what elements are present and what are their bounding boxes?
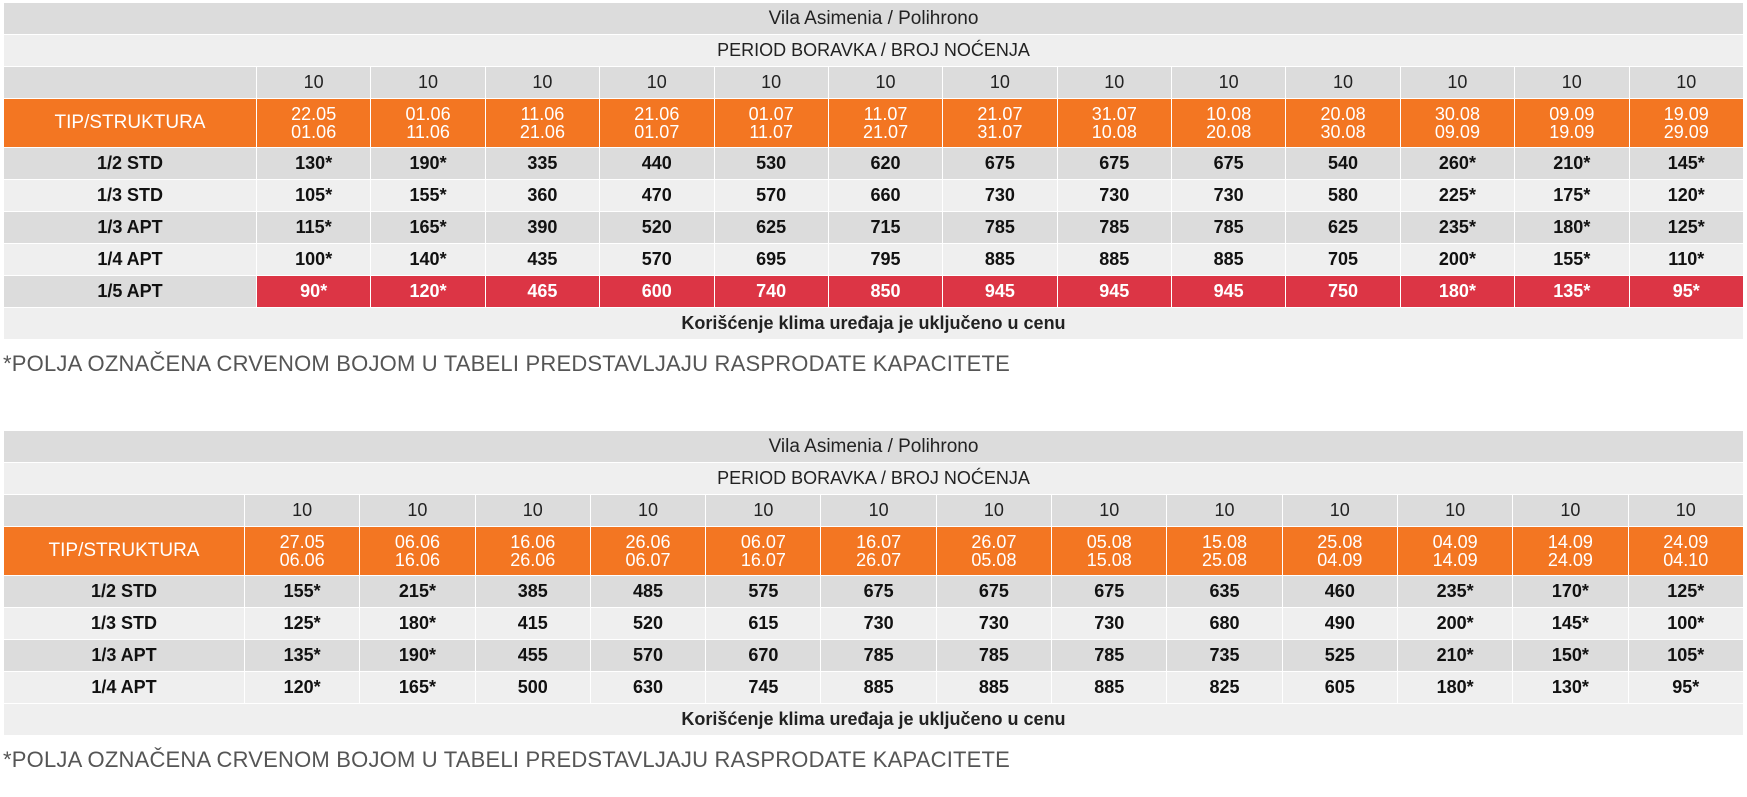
price-cell: 730 xyxy=(1052,608,1167,640)
price-cell: 785 xyxy=(936,640,1051,672)
period-to: 29.09 xyxy=(1663,122,1709,142)
period-dates xyxy=(1167,527,1282,576)
period-dates xyxy=(475,527,590,576)
price-cell: 885 xyxy=(1052,672,1167,704)
period-dates xyxy=(1057,99,1171,148)
table-row xyxy=(4,640,1744,672)
period-dates xyxy=(1515,99,1629,148)
price-cell: 170* xyxy=(1513,576,1628,608)
table-row xyxy=(4,276,1744,308)
price-cell-sold-out: 180* xyxy=(1400,276,1514,308)
period-to: 11.07 xyxy=(749,122,794,142)
price-cell: 225* xyxy=(1400,180,1514,212)
nights-count: 10 xyxy=(1167,495,1282,527)
price-cell: 105* xyxy=(1628,640,1743,672)
price-cell-sold-out: 120* xyxy=(371,276,485,308)
price-cell: 745 xyxy=(706,672,821,704)
price-cell-sold-out: 945 xyxy=(1057,276,1171,308)
period-to: 04.09 xyxy=(1317,550,1363,570)
period-to: 15.08 xyxy=(1086,550,1132,570)
price-cell: 500 xyxy=(475,672,590,704)
type-header: TIP/STRUKTURA xyxy=(4,527,245,576)
price-cell: 235* xyxy=(1400,212,1514,244)
price-cell: 455 xyxy=(475,640,590,672)
price-cell: 385 xyxy=(475,576,590,608)
room-type: 1/3 STD xyxy=(4,180,257,212)
price-cell-sold-out: 465 xyxy=(485,276,599,308)
room-type: 1/2 STD xyxy=(4,576,245,608)
nights-count: 10 xyxy=(1286,67,1400,99)
price-cell: 440 xyxy=(600,148,714,180)
price-cell: 145* xyxy=(1629,148,1744,180)
period-dates xyxy=(1628,527,1743,576)
period-from: 31.07 xyxy=(1091,104,1137,124)
price-cell-sold-out: 95* xyxy=(1629,276,1744,308)
price-cell: 715 xyxy=(828,212,942,244)
period-from: 20.08 xyxy=(1320,104,1366,124)
table-title: Vila Asimenia / Polihrono xyxy=(4,431,1744,463)
price-cell: 635 xyxy=(1167,576,1282,608)
price-table-block-1 xyxy=(3,2,1744,377)
table-row xyxy=(4,244,1744,276)
table-row xyxy=(4,180,1744,212)
price-cell: 630 xyxy=(590,672,705,704)
price-cell: 675 xyxy=(943,148,1057,180)
price-cell-sold-out: 135* xyxy=(1515,276,1629,308)
nights-count: 10 xyxy=(1400,67,1514,99)
price-cell: 460 xyxy=(1282,576,1397,608)
price-cell: 470 xyxy=(600,180,714,212)
nights-count: 10 xyxy=(821,495,936,527)
table-row xyxy=(4,672,1744,704)
price-cell: 485 xyxy=(590,576,705,608)
price-cell: 145* xyxy=(1513,608,1628,640)
period-dates xyxy=(600,99,714,148)
period-from: 04.09 xyxy=(1432,532,1478,552)
period-to: 21.07 xyxy=(863,122,909,142)
price-cell: 580 xyxy=(1286,180,1400,212)
period-dates xyxy=(1513,527,1628,576)
period-from: 22.05 xyxy=(291,104,337,124)
nights-count: 10 xyxy=(257,67,371,99)
nights-count: 10 xyxy=(245,495,360,527)
price-cell: 785 xyxy=(1172,212,1286,244)
price-cell: 390 xyxy=(485,212,599,244)
price-table xyxy=(3,2,1744,340)
price-cell: 210* xyxy=(1515,148,1629,180)
price-cell: 155* xyxy=(245,576,360,608)
price-cell: 210* xyxy=(1397,640,1512,672)
period-dates xyxy=(943,99,1057,148)
room-type: 1/3 APT xyxy=(4,212,257,244)
period-from: 25.08 xyxy=(1317,532,1363,552)
price-cell: 885 xyxy=(1172,244,1286,276)
period-from: 21.07 xyxy=(977,104,1023,124)
price-cell: 525 xyxy=(1282,640,1397,672)
period-from: 11.06 xyxy=(520,104,565,124)
price-cell-sold-out: 740 xyxy=(714,276,828,308)
price-cell: 730 xyxy=(1057,180,1171,212)
table-row xyxy=(4,212,1744,244)
price-cell: 150* xyxy=(1513,640,1628,672)
period-to: 19.09 xyxy=(1549,122,1595,142)
period-to: 06.06 xyxy=(279,550,325,570)
price-cell: 105* xyxy=(257,180,371,212)
price-cell: 675 xyxy=(1057,148,1171,180)
price-cell: 200* xyxy=(1400,244,1514,276)
period-dates xyxy=(1052,527,1167,576)
price-cell: 605 xyxy=(1282,672,1397,704)
period-dates xyxy=(360,527,475,576)
period-to: 04.10 xyxy=(1663,550,1709,570)
price-cell: 155* xyxy=(371,180,485,212)
nights-count: 10 xyxy=(1629,67,1744,99)
price-cell: 520 xyxy=(600,212,714,244)
period-dates xyxy=(590,527,705,576)
period-dates xyxy=(1397,527,1512,576)
period-dates xyxy=(1400,99,1514,148)
period-label: PERIOD BORAVKA / BROJ NOĆENJA xyxy=(4,463,1744,495)
price-cell: 110* xyxy=(1629,244,1744,276)
price-cell: 175* xyxy=(1515,180,1629,212)
period-from: 27.05 xyxy=(279,532,325,552)
period-from: 26.07 xyxy=(971,532,1017,552)
price-cell-sold-out: 750 xyxy=(1286,276,1400,308)
nights-count: 10 xyxy=(1515,67,1629,99)
price-cell: 100* xyxy=(1628,608,1743,640)
price-cell: 730 xyxy=(821,608,936,640)
period-dates xyxy=(1629,99,1744,148)
price-cell: 360 xyxy=(485,180,599,212)
price-cell: 675 xyxy=(1172,148,1286,180)
price-cell: 125* xyxy=(245,608,360,640)
price-cell: 705 xyxy=(1286,244,1400,276)
nights-count: 10 xyxy=(943,67,1057,99)
period-label: PERIOD BORAVKA / BROJ NOĆENJA xyxy=(4,35,1744,67)
period-to: 10.08 xyxy=(1091,122,1137,142)
nights-count: 10 xyxy=(600,67,714,99)
price-cell: 675 xyxy=(821,576,936,608)
table-note: Korišćenje klima uređaja je uključeno u cenu xyxy=(4,308,1744,340)
price-cell: 570 xyxy=(714,180,828,212)
price-cell: 735 xyxy=(1167,640,1282,672)
price-cell: 660 xyxy=(828,180,942,212)
price-cell-sold-out: 945 xyxy=(1172,276,1286,308)
period-from: 11.07 xyxy=(863,104,908,124)
price-cell: 180* xyxy=(360,608,475,640)
price-cell: 730 xyxy=(943,180,1057,212)
period-to: 09.09 xyxy=(1434,122,1480,142)
period-from: 24.09 xyxy=(1663,532,1709,552)
period-to: 26.07 xyxy=(856,550,902,570)
price-cell: 540 xyxy=(1286,148,1400,180)
price-cell: 675 xyxy=(936,576,1051,608)
price-cell: 695 xyxy=(714,244,828,276)
period-dates xyxy=(714,99,828,148)
price-cell: 785 xyxy=(821,640,936,672)
period-dates xyxy=(1286,99,1400,148)
period-from: 16.07 xyxy=(856,532,902,552)
price-cell: 490 xyxy=(1282,608,1397,640)
period-to: 21.06 xyxy=(519,122,565,142)
price-cell: 625 xyxy=(714,212,828,244)
price-cell: 825 xyxy=(1167,672,1282,704)
price-cell: 885 xyxy=(821,672,936,704)
price-cell: 530 xyxy=(714,148,828,180)
nights-count: 10 xyxy=(360,495,475,527)
price-cell: 165* xyxy=(371,212,485,244)
price-cell: 335 xyxy=(485,148,599,180)
nights-count: 10 xyxy=(590,495,705,527)
price-cell: 115* xyxy=(257,212,371,244)
price-cell-sold-out: 600 xyxy=(600,276,714,308)
period-dates xyxy=(371,99,485,148)
nights-count: 10 xyxy=(371,67,485,99)
price-cell: 130* xyxy=(1513,672,1628,704)
period-from: 16.06 xyxy=(510,532,556,552)
price-cell: 730 xyxy=(1172,180,1286,212)
nights-count: 10 xyxy=(1628,495,1743,527)
table-title: Vila Asimenia / Polihrono xyxy=(4,3,1744,35)
period-to: 16.06 xyxy=(394,550,440,570)
price-cell: 190* xyxy=(371,148,485,180)
nights-count: 10 xyxy=(1513,495,1628,527)
table-note: Korišćenje klima uređaja je uključeno u cenu xyxy=(4,704,1744,736)
price-cell: 785 xyxy=(1057,212,1171,244)
price-cell: 260* xyxy=(1400,148,1514,180)
room-type: 1/2 STD xyxy=(4,148,257,180)
period-from: 30.08 xyxy=(1434,104,1480,124)
price-cell: 620 xyxy=(828,148,942,180)
price-cell: 520 xyxy=(590,608,705,640)
price-cell: 235* xyxy=(1397,576,1512,608)
period-dates xyxy=(1172,99,1286,148)
table-row xyxy=(4,576,1744,608)
price-cell: 435 xyxy=(485,244,599,276)
price-cell: 100* xyxy=(257,244,371,276)
room-type: 1/4 APT xyxy=(4,672,245,704)
nights-label-spacer xyxy=(4,67,257,99)
footnote: *POLJA OZNAČENA CRVENOM BOJOM U TABELI PREDSTAVLJAJU RASPRODATE KAPACITETE xyxy=(3,747,1011,772)
room-type: 1/5 APT xyxy=(4,276,257,308)
price-cell: 615 xyxy=(706,608,821,640)
price-cell: 190* xyxy=(360,640,475,672)
nights-count: 10 xyxy=(706,495,821,527)
room-type: 1/4 APT xyxy=(4,244,257,276)
period-dates xyxy=(936,527,1051,576)
period-dates xyxy=(485,99,599,148)
price-cell: 180* xyxy=(1397,672,1512,704)
nights-count: 10 xyxy=(1172,67,1286,99)
nights-count: 10 xyxy=(1057,67,1171,99)
price-cell: 625 xyxy=(1286,212,1400,244)
nights-count: 10 xyxy=(1282,495,1397,527)
period-dates xyxy=(828,99,942,148)
nights-count: 10 xyxy=(475,495,590,527)
price-table xyxy=(3,430,1744,736)
period-to: 16.07 xyxy=(740,550,786,570)
price-cell: 180* xyxy=(1515,212,1629,244)
period-dates xyxy=(706,527,821,576)
price-cell: 885 xyxy=(943,244,1057,276)
price-cell: 120* xyxy=(245,672,360,704)
price-cell: 135* xyxy=(245,640,360,672)
period-from: 21.06 xyxy=(634,104,680,124)
period-from: 19.09 xyxy=(1663,104,1709,124)
footnote: *POLJA OZNAČENA CRVENOM BOJOM U TABELI PREDSTAVLJAJU RASPRODATE KAPACITETE xyxy=(3,351,1011,376)
type-header: TIP/STRUKTURA xyxy=(4,99,257,148)
table-row xyxy=(4,148,1744,180)
period-from: 26.06 xyxy=(625,532,671,552)
price-cell: 785 xyxy=(1052,640,1167,672)
period-to: 05.08 xyxy=(971,550,1017,570)
period-to: 01.06 xyxy=(291,122,337,142)
nights-label-spacer xyxy=(4,495,245,527)
price-cell: 730 xyxy=(936,608,1051,640)
period-to: 24.09 xyxy=(1547,550,1593,570)
period-to: 06.07 xyxy=(625,550,671,570)
price-cell-sold-out: 945 xyxy=(943,276,1057,308)
period-from: 15.08 xyxy=(1202,532,1248,552)
period-to: 01.07 xyxy=(634,122,680,142)
price-cell: 125* xyxy=(1628,576,1743,608)
period-to: 20.08 xyxy=(1206,122,1252,142)
room-type: 1/3 STD xyxy=(4,608,245,640)
price-cell: 415 xyxy=(475,608,590,640)
price-cell: 885 xyxy=(1057,244,1171,276)
price-cell: 570 xyxy=(600,244,714,276)
price-cell: 125* xyxy=(1629,212,1744,244)
room-type: 1/3 APT xyxy=(4,640,245,672)
period-from: 05.08 xyxy=(1086,532,1132,552)
price-cell: 165* xyxy=(360,672,475,704)
price-cell: 570 xyxy=(590,640,705,672)
period-from: 10.08 xyxy=(1206,104,1252,124)
price-cell: 885 xyxy=(936,672,1051,704)
price-cell-sold-out: 90* xyxy=(257,276,371,308)
period-to: 30.08 xyxy=(1320,122,1366,142)
nights-count: 10 xyxy=(1397,495,1512,527)
table-row xyxy=(4,608,1744,640)
price-cell: 675 xyxy=(1052,576,1167,608)
price-cell: 200* xyxy=(1397,608,1512,640)
price-cell: 140* xyxy=(371,244,485,276)
price-cell: 155* xyxy=(1515,244,1629,276)
price-cell-sold-out: 850 xyxy=(828,276,942,308)
price-cell: 680 xyxy=(1167,608,1282,640)
period-to: 31.07 xyxy=(977,122,1023,142)
period-to: 26.06 xyxy=(510,550,556,570)
period-from: 01.06 xyxy=(405,104,451,124)
price-cell: 795 xyxy=(828,244,942,276)
period-to: 11.06 xyxy=(406,122,450,142)
price-cell: 785 xyxy=(943,212,1057,244)
price-cell: 670 xyxy=(706,640,821,672)
period-from: 14.09 xyxy=(1547,532,1593,552)
price-cell: 95* xyxy=(1628,672,1743,704)
period-from: 09.09 xyxy=(1549,104,1595,124)
price-cell: 130* xyxy=(257,148,371,180)
period-from: 01.07 xyxy=(748,104,794,124)
nights-count: 10 xyxy=(828,67,942,99)
nights-count: 10 xyxy=(485,67,599,99)
period-to: 14.09 xyxy=(1432,550,1478,570)
period-dates xyxy=(821,527,936,576)
period-from: 06.07 xyxy=(740,532,786,552)
period-dates xyxy=(257,99,371,148)
price-table-block-2 xyxy=(3,430,1744,773)
period-dates xyxy=(1282,527,1397,576)
price-cell: 575 xyxy=(706,576,821,608)
nights-count: 10 xyxy=(1052,495,1167,527)
period-from: 06.06 xyxy=(394,532,440,552)
period-dates xyxy=(245,527,360,576)
price-cell: 120* xyxy=(1629,180,1744,212)
period-to: 25.08 xyxy=(1202,550,1248,570)
price-cell: 215* xyxy=(360,576,475,608)
nights-count: 10 xyxy=(936,495,1051,527)
nights-count: 10 xyxy=(714,67,828,99)
